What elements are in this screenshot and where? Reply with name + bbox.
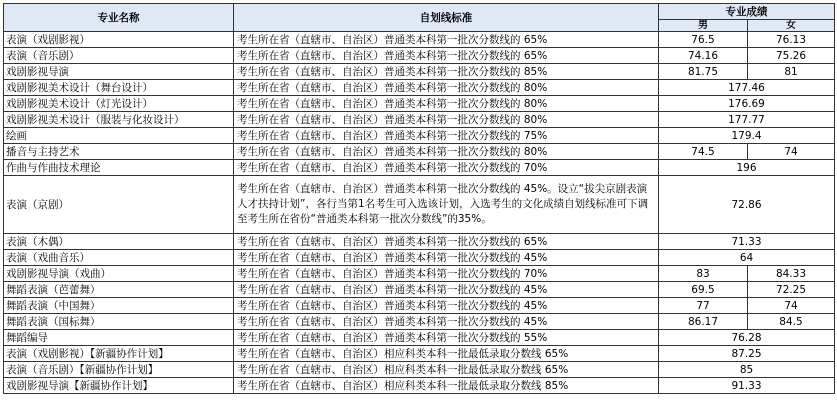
table-row [4, 330, 835, 346]
cutoff-standard: 考生所在省（直辖市、自治区）相应科类本科一批最低录取分数线 65% [234, 346, 659, 362]
cutoff-standard: 考生所在省（直辖市、自治区）普通类本科第一批次分数线的 45% [234, 282, 659, 298]
cutoff-standard: 考生所在省（直辖市、自治区）普通类本科第一批次分数线的 55% [234, 330, 659, 346]
table-row [4, 346, 835, 362]
cutoff-standard: 考生所在省（直辖市、自治区）普通类本科第一批次分数线的 85% [234, 64, 659, 80]
admission-score-table [3, 3, 835, 394]
female-score: 84.5 [748, 314, 835, 330]
male-score: 69.5 [659, 282, 748, 298]
table-row [4, 48, 835, 64]
major-name: 戏剧影视导演（戏曲） [4, 266, 234, 282]
cutoff-standard: 考生所在省（直辖市、自治区）普通类本科第一批次分数线的 70% [234, 266, 659, 282]
male-score: 74.5 [659, 144, 748, 160]
major-name: 表演（京剧） [4, 176, 234, 234]
female-score: 75.26 [748, 48, 835, 64]
female-score: 74 [748, 298, 835, 314]
cutoff-standard: 考生所在省（直辖市、自治区）普通类本科第一批次分数线的 45%。设立“拔尖京剧表演人才扶持计划”，各行当第1名考生可入选该计划，入选考生的文化成绩自划线标准可下调至考生所在省份“普通类本科第一批次分数线”的35%。 [234, 176, 659, 234]
combined-score: 177.77 [659, 112, 835, 128]
combined-score: 179.4 [659, 128, 835, 144]
table-row [4, 96, 835, 112]
combined-score: 176.69 [659, 96, 835, 112]
major-name: 戏剧影视导演【新疆协作计划】 [4, 378, 234, 394]
table-row [4, 32, 835, 48]
table-row [4, 250, 835, 266]
cutoff-standard: 考生所在省（直辖市、自治区）普通类本科第一批次分数线的 65% [234, 234, 659, 250]
table-body [4, 32, 835, 394]
header-male: 男 [659, 20, 748, 32]
table-row [4, 362, 835, 378]
header-female: 女 [748, 20, 835, 32]
cutoff-standard: 考生所在省（直辖市、自治区）普通类本科第一批次分数线的 45% [234, 250, 659, 266]
table-row [4, 298, 835, 314]
major-name: 戏剧影视美术设计（服装与化妆设计） [4, 112, 234, 128]
major-name: 表演（戏剧影视）【新疆协作计划】 [4, 346, 234, 362]
cutoff-standard: 考生所在省（直辖市、自治区）普通类本科第一批次分数线的 80% [234, 112, 659, 128]
male-score: 76.5 [659, 32, 748, 48]
major-name: 舞蹈表演（芭蕾舞） [4, 282, 234, 298]
cutoff-standard: 考生所在省（直辖市、自治区）普通类本科第一批次分数线的 45% [234, 298, 659, 314]
combined-score: 196 [659, 160, 835, 176]
major-name: 表演（戏曲音乐） [4, 250, 234, 266]
major-name: 舞蹈编导 [4, 330, 234, 346]
female-score: 72.25 [748, 282, 835, 298]
male-score: 81.75 [659, 64, 748, 80]
table-row [4, 128, 835, 144]
major-name: 戏剧影视美术设计（灯光设计） [4, 96, 234, 112]
major-name: 表演（木偶） [4, 234, 234, 250]
table-row [4, 314, 835, 330]
table-row [4, 282, 835, 298]
cutoff-standard: 考生所在省（直辖市、自治区）普通类本科第一批次分数线的 65% [234, 32, 659, 48]
combined-score: 85 [659, 362, 835, 378]
cutoff-standard: 考生所在省（直辖市、自治区）普通类本科第一批次分数线的 70% [234, 160, 659, 176]
major-name: 表演（音乐剧）【新疆协作计划】 [4, 362, 234, 378]
table-row [4, 160, 835, 176]
combined-score: 64 [659, 250, 835, 266]
header-score: 专业成绩 [659, 4, 835, 20]
table-row [4, 144, 835, 160]
major-name: 作曲与作曲技术理论 [4, 160, 234, 176]
male-score: 74.16 [659, 48, 748, 64]
table-row [4, 64, 835, 80]
female-score: 81 [748, 64, 835, 80]
male-score: 86.17 [659, 314, 748, 330]
female-score: 74 [748, 144, 835, 160]
cutoff-standard: 考生所在省（直辖市、自治区）相应科类本科一批最低录取分数线 85% [234, 378, 659, 394]
major-name: 戏剧影视导演 [4, 64, 234, 80]
table-row [4, 112, 835, 128]
combined-score: 177.46 [659, 80, 835, 96]
table-header [4, 4, 835, 32]
cutoff-standard: 考生所在省（直辖市、自治区）普通类本科第一批次分数线的 80% [234, 144, 659, 160]
combined-score: 87.25 [659, 346, 835, 362]
header-standard: 自划线标准 [234, 4, 659, 32]
score-table-wrapper [3, 3, 835, 394]
combined-score: 71.33 [659, 234, 835, 250]
major-name: 舞蹈表演（国标舞） [4, 314, 234, 330]
major-name: 表演（戏剧影视） [4, 32, 234, 48]
table-row [4, 378, 835, 394]
major-name: 绘画 [4, 128, 234, 144]
table-row [4, 234, 835, 250]
female-score: 84.33 [748, 266, 835, 282]
combined-score: 91.33 [659, 378, 835, 394]
table-row [4, 266, 835, 282]
header-major-name: 专业名称 [4, 4, 234, 32]
major-name: 表演（音乐剧） [4, 48, 234, 64]
major-name: 戏剧影视美术设计（舞台设计） [4, 80, 234, 96]
cutoff-standard: 考生所在省（直辖市、自治区）普通类本科第一批次分数线的 75% [234, 128, 659, 144]
cutoff-standard: 考生所在省（直辖市、自治区）普通类本科第一批次分数线的 45% [234, 314, 659, 330]
major-name: 舞蹈表演（中国舞） [4, 298, 234, 314]
cutoff-standard: 考生所在省（直辖市、自治区）普通类本科第一批次分数线的 80% [234, 80, 659, 96]
combined-score: 76.28 [659, 330, 835, 346]
cutoff-standard: 考生所在省（直辖市、自治区）普通类本科第一批次分数线的 80% [234, 96, 659, 112]
major-name: 播音与主持艺术 [4, 144, 234, 160]
combined-score: 72.86 [659, 176, 835, 234]
male-score: 83 [659, 266, 748, 282]
cutoff-standard: 考生所在省（直辖市、自治区）相应科类本科一批最低录取分数线 65% [234, 362, 659, 378]
male-score: 77 [659, 298, 748, 314]
table-row [4, 176, 835, 234]
table-row [4, 80, 835, 96]
female-score: 76.13 [748, 32, 835, 48]
header-row-1 [4, 4, 835, 20]
cutoff-standard: 考生所在省（直辖市、自治区）普通类本科第一批次分数线的 65% [234, 48, 659, 64]
